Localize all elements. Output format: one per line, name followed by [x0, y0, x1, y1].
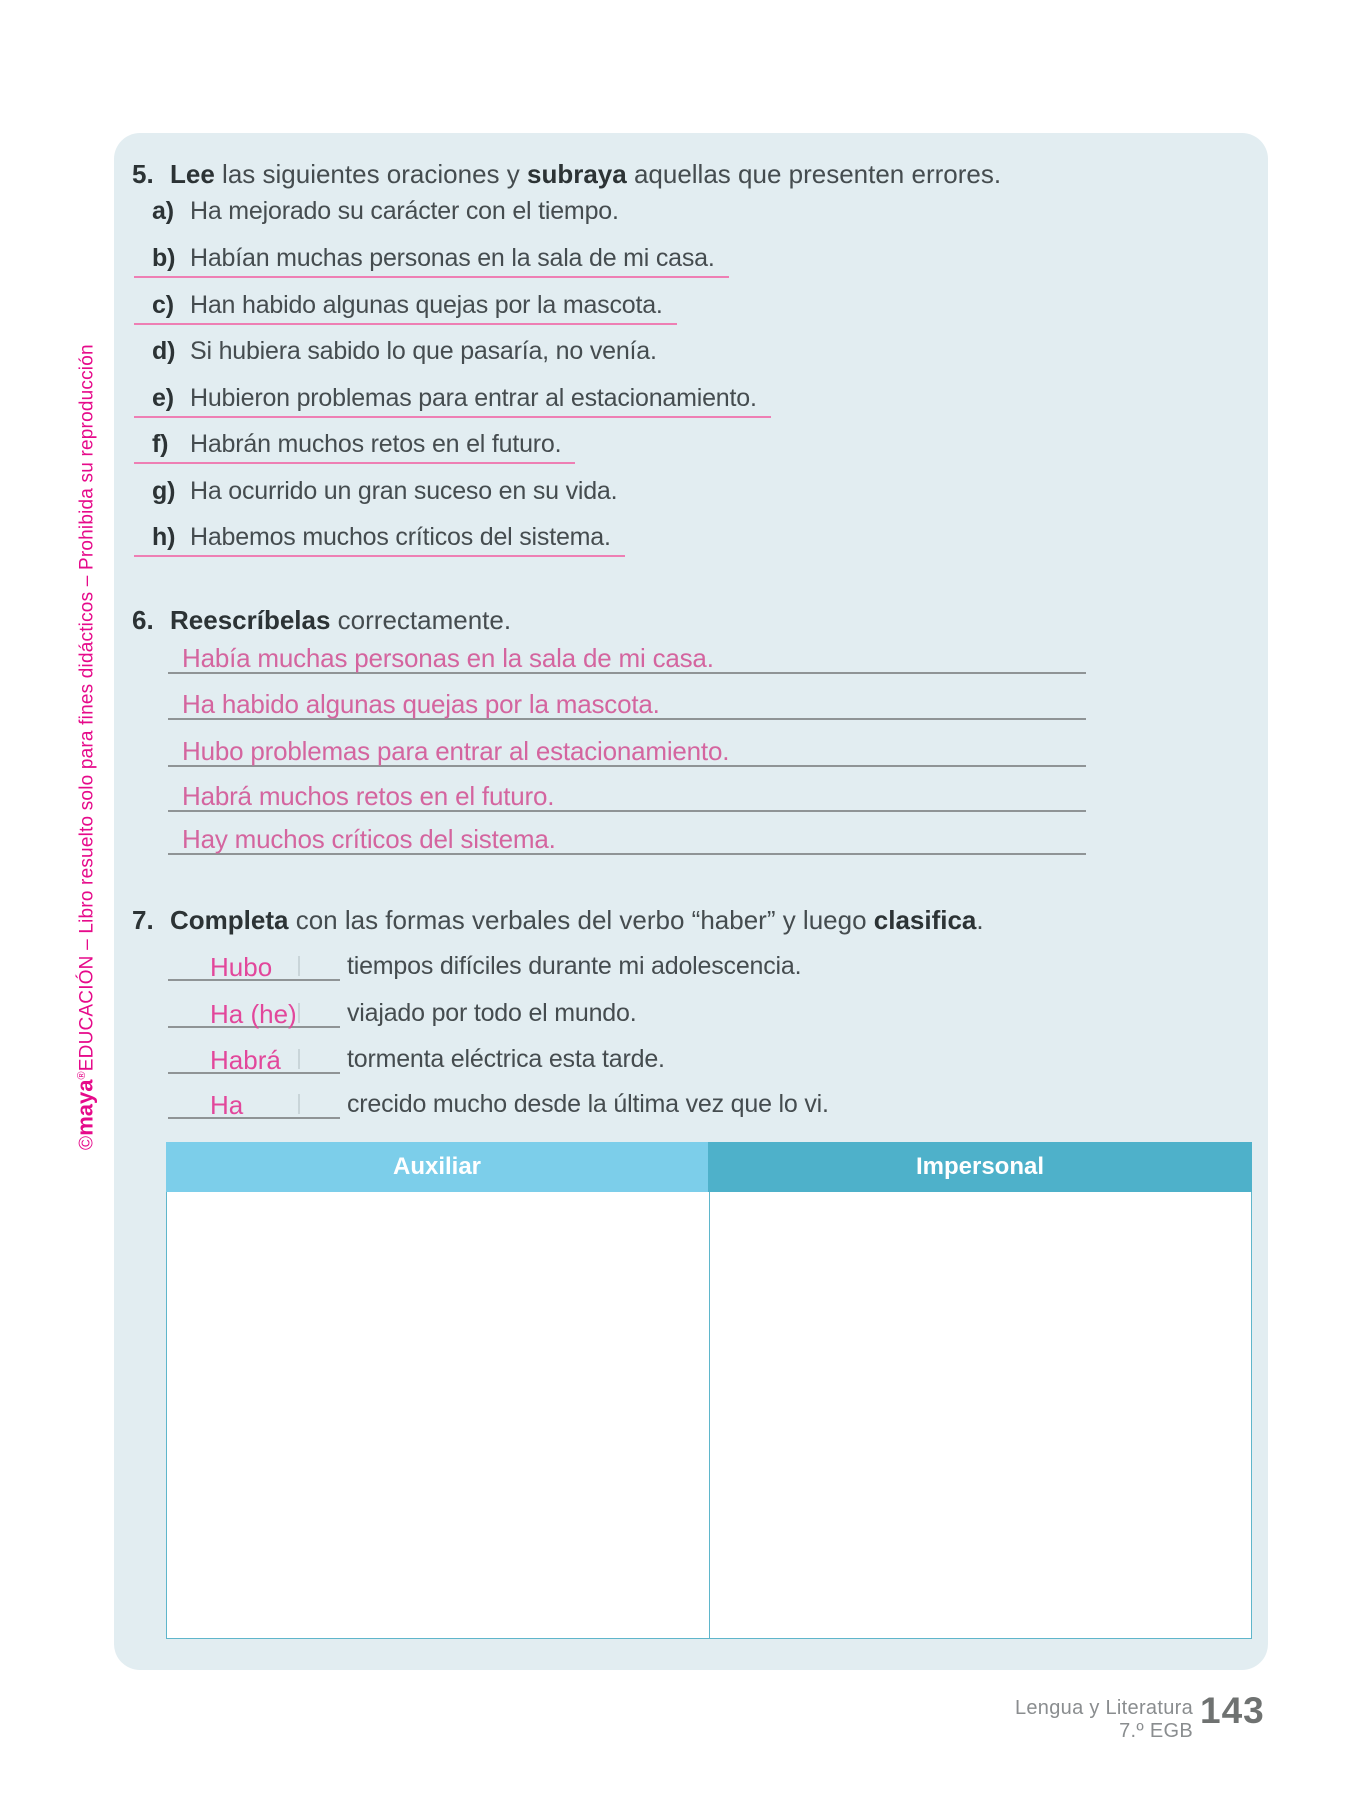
underlined-sentence — [134, 243, 729, 278]
publisher-logo: maya — [72, 1079, 98, 1136]
blank-answer: Ha (he) — [210, 999, 297, 1029]
sentence-after-blank-4: crecido mucho desde la última vez que lo vi. — [347, 1090, 829, 1118]
exercise5-title-bold1: Lee — [170, 159, 215, 189]
underlined-sentence — [134, 429, 575, 464]
answer-line-5[interactable]: Hay muchos críticos del sistema. — [168, 823, 1086, 855]
item-sentence: Habemos muchos críticos del sistema. — [190, 523, 611, 551]
exercise5-item-g — [152, 476, 631, 509]
exercise6-title-rest: correctamente. — [330, 605, 512, 635]
blank-divider-tick — [298, 1094, 300, 1114]
exercise7-title-bold1: Completa — [170, 905, 289, 935]
table-header-auxiliar: Auxiliar — [166, 1142, 708, 1192]
fill-blank-4[interactable] — [168, 1089, 340, 1119]
exercise5-item-a — [152, 196, 633, 229]
item-label: c) — [152, 291, 174, 319]
item-sentence: Habrán muchos retos en el futuro. — [190, 430, 562, 458]
exercise5-title-bold2: subraya — [526, 159, 627, 189]
footer-course-info — [1015, 1697, 1193, 1743]
item-label: b) — [152, 244, 176, 272]
item-sentence: Si hubiera sabido lo que pasaría, no venía. — [190, 337, 657, 365]
underlined-sentence — [134, 383, 771, 418]
exercise7-title-bold2: clasifica — [873, 905, 977, 935]
item-label: f) — [152, 430, 169, 458]
fill-blank-1[interactable] — [168, 951, 340, 981]
footer-subject: Lengua y Literatura — [1014, 1697, 1193, 1719]
exercise5-item-f — [152, 429, 575, 464]
sentence-after-blank-3: tormenta eléctrica esta tarde. — [347, 1045, 665, 1073]
blank-answer: Habrá — [210, 1045, 281, 1075]
copyright-sidebar — [65, 344, 99, 1150]
exercise5-item-d — [152, 336, 671, 369]
item-sentence: Hubieron problemas para entrar al estacionamiento. — [190, 384, 757, 412]
exercise5-title — [132, 158, 1001, 190]
item-label: h) — [152, 523, 176, 551]
page-number: 143 — [1200, 1690, 1265, 1731]
sentence-after-blank-2: viajado por todo el mundo. — [347, 999, 637, 1027]
answer-line-2[interactable]: Ha habido algunas quejas por la mascota. — [168, 688, 1086, 720]
exercise6-title-bold: Reescríbelas — [170, 605, 331, 635]
blank-divider-tick — [298, 956, 300, 976]
auxiliar-cell[interactable] — [167, 1192, 710, 1638]
exercise5-item-e — [152, 383, 771, 418]
exercise7-number: 7. — [132, 905, 154, 935]
blank-divider-tick — [298, 1049, 300, 1069]
blank-divider-tick — [298, 1003, 300, 1023]
exercise5-item-b — [152, 243, 729, 278]
item-label: d) — [152, 337, 176, 365]
sentence-after-blank-1: tiempos difíciles durante mi adolescencia. — [347, 952, 802, 980]
exercise7-title — [132, 904, 984, 936]
blank-answer: Hubo — [210, 952, 273, 982]
answer-line-3[interactable]: Hubo problemas para entrar al estacionamiento. — [168, 735, 1086, 767]
exercise5-number: 5. — [132, 159, 154, 189]
blank-answer: Ha — [210, 1090, 244, 1120]
exercise6-title — [132, 604, 511, 636]
exercise5-title-end: aquellas que presenten errores. — [626, 159, 1002, 189]
item-sentence: Ha mejorado su carácter con el tiempo. — [190, 197, 619, 225]
footer-grade: 7.º EGB — [1119, 1720, 1193, 1742]
copyright-symbol: © — [76, 1135, 98, 1150]
classification-table-body — [166, 1192, 1252, 1639]
underlined-sentence — [134, 522, 625, 557]
item-label: g) — [152, 477, 176, 505]
item-sentence: Han habido algunas quejas por la mascota. — [190, 291, 663, 319]
exercise5-item-c — [152, 290, 677, 325]
underlined-sentence — [134, 290, 677, 325]
copyright-notice: EDUCACIÓN – Libro resuelto solo para fines didácticos – Prohibida su reproducción — [76, 344, 98, 1072]
exercise6-number: 6. — [132, 605, 154, 635]
item-sentence: Habían muchas personas en la sala de mi casa. — [190, 244, 715, 272]
exercise5-title-mid: las siguientes oraciones y — [214, 159, 527, 189]
table-header-impersonal: Impersonal — [708, 1142, 1252, 1192]
registered-symbol: ® — [76, 1071, 88, 1080]
exercise7-title-mid: con las formas verbales del verbo “haber” y luego — [288, 905, 874, 935]
exercise7-title-end: . — [976, 905, 984, 935]
fill-blank-2[interactable] — [168, 998, 340, 1028]
impersonal-cell[interactable] — [710, 1192, 1252, 1638]
answer-line-1[interactable]: Había muchas personas en la sala de mi casa. — [168, 642, 1086, 674]
answer-line-4[interactable]: Habrá muchos retos en el futuro. — [168, 780, 1086, 812]
exercise5-item-h — [152, 522, 625, 557]
item-label: a) — [152, 197, 174, 225]
fill-blank-3[interactable] — [168, 1044, 340, 1074]
item-sentence: Ha ocurrido un gran suceso en su vida. — [190, 477, 618, 505]
item-label: e) — [152, 384, 174, 412]
